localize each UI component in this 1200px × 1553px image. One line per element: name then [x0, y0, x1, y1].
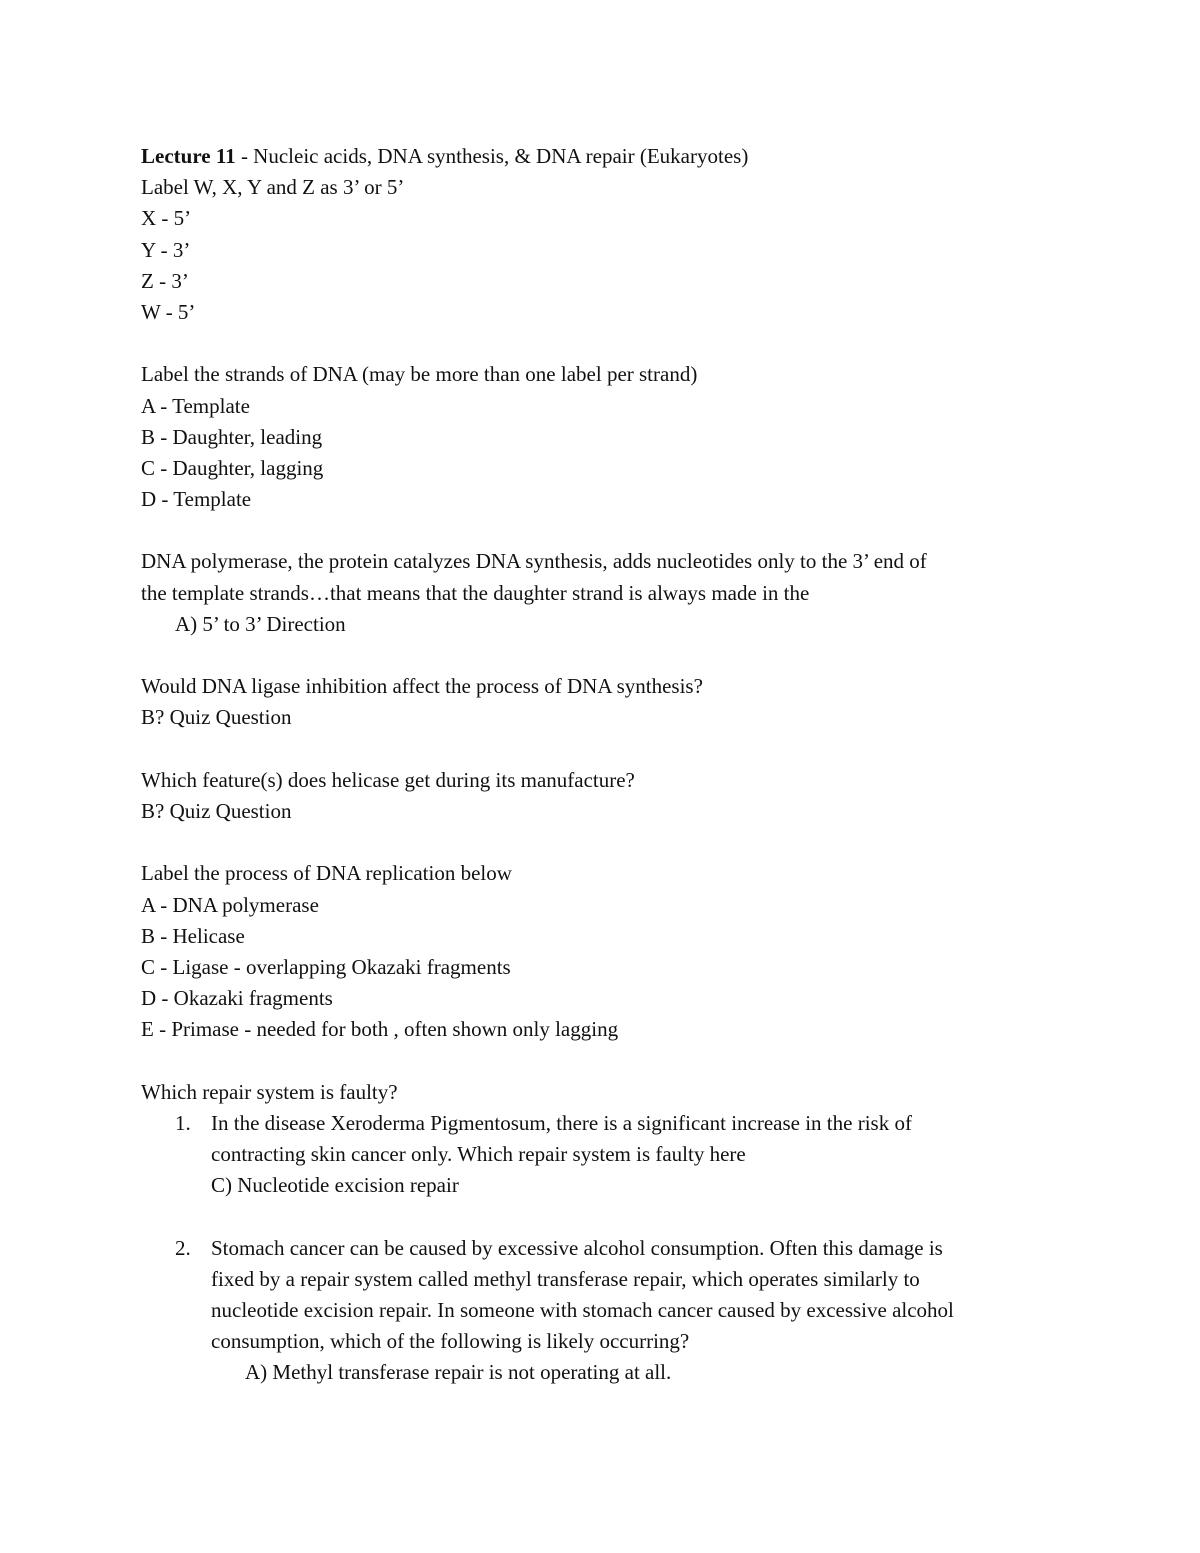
- spacer: [141, 640, 1061, 671]
- spacer: [141, 328, 1061, 359]
- section7-prompt: Which repair system is faulty?: [141, 1079, 398, 1104]
- section4-question: Would DNA ligase inhibition affect the process of DNA synthesis?: [141, 674, 703, 699]
- spacer: [141, 1045, 1061, 1076]
- section6-prompt: Label the process of DNA replication below: [141, 861, 512, 886]
- section4-answer: B? Quiz Question: [141, 705, 292, 730]
- question-2-number: 2.: [175, 1235, 191, 1260]
- question-1-number: 1.: [175, 1110, 191, 1135]
- section3-text-line: DNA polymerase, the protein catalyzes DNA synthesis, adds nucleotides only to the 3’ end of: [141, 549, 927, 574]
- section2-item: D - Template: [141, 487, 252, 512]
- question-1-text-line: contracting skin cancer only. Which repair system is faulty here: [211, 1142, 746, 1166]
- spacer: [141, 1201, 1061, 1232]
- spacer: [141, 515, 1061, 546]
- section5-question: Which feature(s) does helicase get during its manufacture?: [141, 767, 635, 792]
- section6-item: B - Helicase: [141, 923, 245, 948]
- lecture-title: - Nucleic acids, DNA synthesis, & DNA repair (Eukaryotes): [235, 144, 749, 168]
- question-1-text: In the disease Xeroderma Pigmentosum, there is a significant increase in the risk of: [211, 1110, 912, 1135]
- question-2-text-line: fixed by a repair system called methyl transferase repair, which operates similarly to: [211, 1266, 920, 1291]
- section1-item: X - 5’: [141, 206, 192, 231]
- lecture-heading: [141, 141, 1061, 172]
- section1-item: Y - 3’: [141, 237, 191, 262]
- section1-item: W - 5’: [141, 299, 196, 324]
- document-body: [141, 141, 1061, 1389]
- section6-item: A - DNA polymerase: [141, 892, 319, 917]
- question-2-text-line: consumption, which of the following is likely occurring?: [211, 1329, 690, 1354]
- question-2-answer: A) Methyl transferase repair is not operating at all.: [245, 1360, 672, 1385]
- section6-item: E - Primase - needed for both , often shown only lagging: [141, 1017, 619, 1042]
- section5-answer: B? Quiz Question: [141, 798, 292, 823]
- question-2-line: [141, 1233, 1061, 1264]
- section3-text-line: the template strands…that means that the daughter strand is always made in the: [141, 580, 810, 605]
- section1-item: Z - 3’: [141, 268, 189, 293]
- lecture-number: Lecture 11: [141, 144, 236, 168]
- section1-prompt: Label W, X, Y and Z as 3’ or 5’: [141, 175, 405, 200]
- section3-answer: A) 5’ to 3’ Direction: [175, 611, 346, 636]
- spacer: [141, 734, 1061, 765]
- section6-item: D - Okazaki fragments: [141, 986, 333, 1011]
- section2-item: B - Daughter, leading: [141, 424, 323, 449]
- question-1-answer: C) Nucleotide excision repair: [211, 1173, 459, 1198]
- section2-prompt: Label the strands of DNA (may be more than one label per strand): [141, 362, 698, 387]
- question-1-line: [141, 1108, 1061, 1139]
- spacer: [141, 827, 1061, 858]
- section2-item: A - Template: [141, 393, 250, 418]
- question-2-text-line: nucleotide excision repair. In someone with stomach cancer caused by excessive alcohol: [211, 1297, 954, 1322]
- question-2-text: Stomach cancer can be caused by excessive alcohol consumption. Often this damage is: [211, 1235, 943, 1260]
- section2-item: C - Daughter, lagging: [141, 455, 324, 480]
- section6-item: C - Ligase - overlapping Okazaki fragments: [141, 954, 511, 979]
